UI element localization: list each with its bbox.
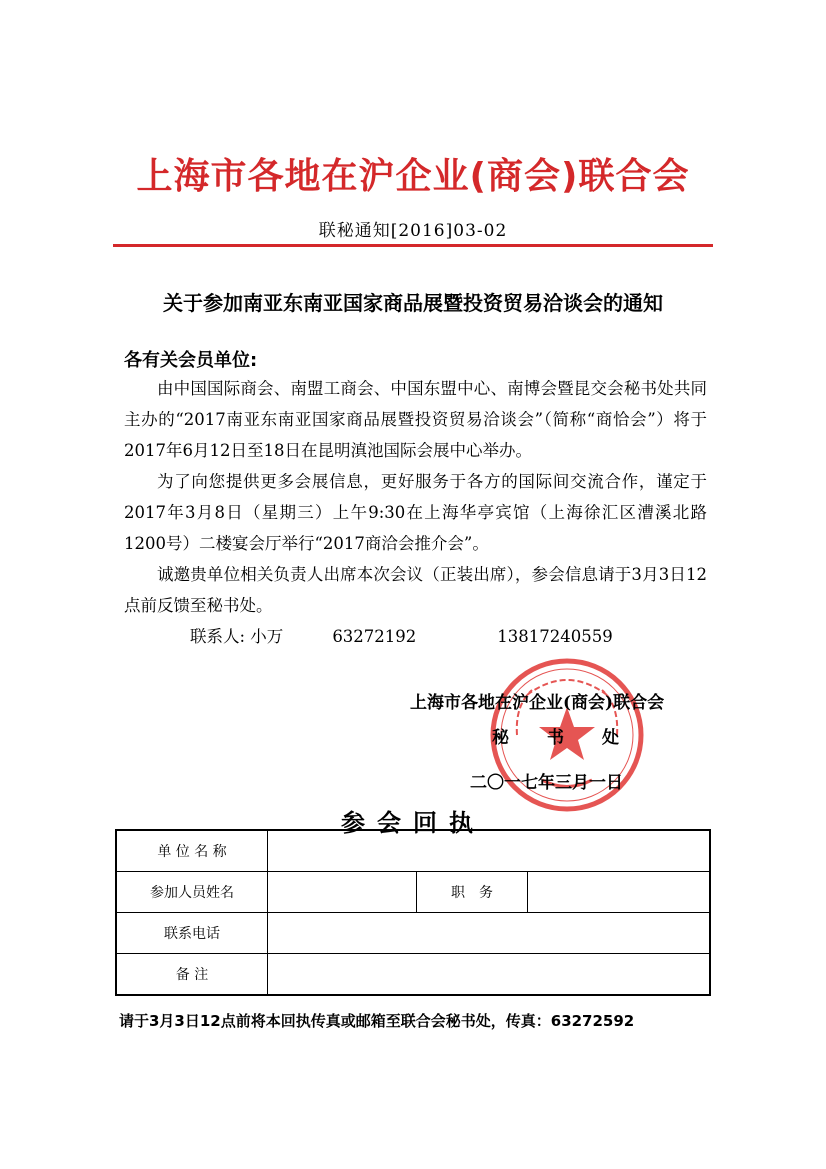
- table-row: [116, 830, 710, 872]
- remarks-field[interactable]: [268, 954, 711, 996]
- receipt-title: 参会回执: [341, 808, 485, 837]
- paragraph: 诚邀贵单位相关负责人出席本次会议（正装出席），参会信息请于3月3日12点前反馈至秘书处。: [124, 565, 707, 615]
- contact-phone-1: 63272192: [332, 627, 417, 646]
- contact-line: [124, 621, 707, 652]
- notice-title: 关于参加南亚东南亚国家商品展暨投资贸易洽谈会的通知: [163, 291, 663, 315]
- paragraph: 为了向您提供更多会展信息，更好服务于各方的国际间交流合作，谨定于2017年3月8日（星期三）上午9:30在上海华亭宾馆（上海徐汇区漕溪北路1200号）二楼宴会厅举行“2017商洽会推介会”。: [124, 472, 707, 553]
- footer-note: 请于3月3日12点前将本回执传真或邮箱至联合会秘书处，传真：63272592: [119, 1012, 635, 1030]
- position-label: 职 务: [417, 872, 528, 913]
- paragraph: 由中国国际商会、南盟工商会、中国东盟中心、南博会暨昆交会秘书处共同主办的“2017南亚东南亚国家商品展暨投资贸易洽谈会”（简称“商恰会”）将于2017年6月12日至18日在昆明滇池国际会展中心举办。: [124, 379, 707, 460]
- position-field[interactable]: [528, 872, 711, 913]
- contact-phone-2: 13817240559: [497, 627, 613, 646]
- attendee-label: 参加人员姓名: [116, 872, 268, 913]
- phone-field[interactable]: [268, 913, 711, 954]
- doc-number: 联秘通知[2016]03-02: [318, 221, 508, 241]
- signature-office: 秘书处: [492, 728, 657, 748]
- remarks-label: 备 注: [116, 954, 268, 996]
- org-title: 上海市各地在沪企业(商会)联合会: [136, 156, 690, 197]
- unit-name-label: 单 位 名 称: [116, 830, 268, 872]
- signature-date: 二〇一七年三月一日: [470, 773, 623, 793]
- table-row: [116, 872, 710, 913]
- salutation: 各有关会员单位:: [124, 350, 258, 371]
- receipt-form: [115, 829, 711, 996]
- unit-name-field[interactable]: [268, 830, 711, 872]
- red-divider: [113, 244, 713, 247]
- table-row: [116, 954, 710, 996]
- attendee-field[interactable]: [268, 872, 417, 913]
- phone-label: 联系电话: [116, 913, 268, 954]
- signature-org: 上海市各地在沪企业(商会)联合会: [410, 693, 665, 713]
- notice-body: [124, 373, 707, 652]
- contact-label: 联系人: 小万: [190, 627, 284, 646]
- table-row: [116, 913, 710, 954]
